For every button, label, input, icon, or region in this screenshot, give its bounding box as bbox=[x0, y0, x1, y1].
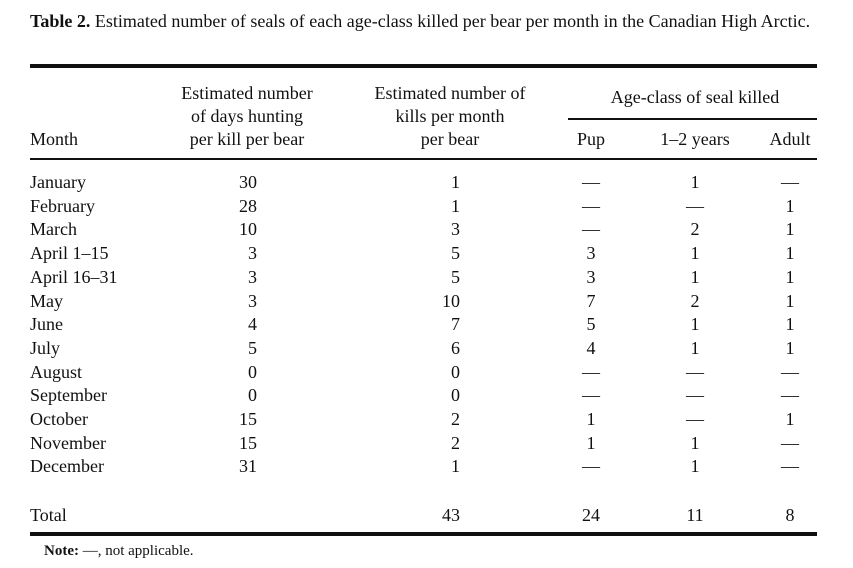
cell-days: 15 bbox=[239, 432, 257, 453]
header-kills-line-2: kills per month bbox=[395, 106, 505, 126]
cell-years: 1 bbox=[690, 172, 700, 192]
cell-years: 1 bbox=[690, 266, 700, 287]
header-days-line-2: of days hunting bbox=[191, 106, 303, 126]
cell-days: 4 bbox=[248, 314, 257, 335]
table-row bbox=[0, 361, 853, 384]
header-kills-line-1: Estimated number of bbox=[374, 83, 526, 103]
cell-kills: 5 bbox=[451, 266, 460, 287]
cell-pup: — bbox=[582, 385, 600, 406]
cell-kills: 7 bbox=[451, 314, 460, 335]
table-row bbox=[0, 266, 853, 289]
header-days-line-1: Estimated number bbox=[181, 83, 313, 103]
table-row bbox=[0, 337, 853, 360]
cell-pup: 3 bbox=[586, 266, 596, 287]
cell-month: April 16–31 bbox=[30, 266, 118, 287]
cell-adult: 1 bbox=[785, 314, 795, 335]
note-label: Note: bbox=[44, 543, 79, 559]
cell-pup: 7 bbox=[586, 290, 596, 311]
cell-years: — bbox=[686, 409, 704, 429]
table-row bbox=[0, 455, 853, 478]
cell-month: June bbox=[30, 314, 63, 335]
cell-years: 1 bbox=[690, 432, 700, 453]
cell-month: November bbox=[30, 432, 106, 453]
cell-days: 3 bbox=[248, 266, 257, 287]
total-adult: 8 bbox=[785, 505, 795, 525]
table-row bbox=[0, 290, 853, 313]
cell-kills: 3 bbox=[451, 219, 460, 240]
header-days-line-3: per kill per bear bbox=[189, 129, 305, 149]
cell-years: 1 bbox=[690, 337, 700, 358]
cell-pup: — bbox=[582, 361, 600, 382]
header-kills-line-3: per bear bbox=[420, 129, 480, 149]
cell-pup: 1 bbox=[586, 409, 596, 429]
cell-kills: 2 bbox=[451, 432, 460, 453]
cell-days: 0 bbox=[248, 385, 257, 406]
cell-pup: 4 bbox=[586, 337, 596, 358]
header-adult: Adult bbox=[769, 129, 811, 149]
total-pup: 24 bbox=[582, 505, 600, 525]
table-row bbox=[0, 171, 853, 194]
cell-month: April 1–15 bbox=[30, 243, 109, 264]
table-row bbox=[0, 432, 853, 455]
header-days bbox=[160, 82, 334, 151]
cell-adult: — bbox=[781, 432, 799, 453]
cell-years: — bbox=[686, 385, 704, 406]
cell-years: 1 bbox=[690, 456, 700, 477]
cell-kills: 6 bbox=[451, 337, 460, 358]
cell-days: 0 bbox=[248, 361, 257, 382]
cell-days: 3 bbox=[248, 243, 257, 264]
cell-kills: 2 bbox=[451, 409, 460, 429]
cell-pup: — bbox=[582, 172, 600, 192]
cell-kills: 1 bbox=[451, 195, 460, 216]
note-text: —, not applicable. bbox=[82, 543, 194, 559]
cell-days: 28 bbox=[239, 195, 257, 216]
cell-kills: 0 bbox=[451, 361, 460, 382]
bottom-rule bbox=[30, 532, 817, 536]
cell-pup: 3 bbox=[586, 243, 596, 264]
header-rule bbox=[30, 158, 817, 160]
header-pup: Pup bbox=[576, 129, 605, 149]
cell-kills: 1 bbox=[451, 172, 460, 192]
total-years: 11 bbox=[686, 505, 704, 525]
cell-adult: — bbox=[781, 172, 799, 192]
cell-pup: 5 bbox=[586, 314, 596, 335]
cell-years: 1 bbox=[690, 314, 700, 335]
cell-adult: 1 bbox=[785, 243, 795, 264]
cell-month: December bbox=[30, 456, 104, 477]
top-rule bbox=[30, 64, 817, 68]
table-row bbox=[0, 195, 853, 218]
cell-days: 31 bbox=[239, 456, 257, 477]
cell-pup: 1 bbox=[586, 432, 596, 453]
cell-years: 1 bbox=[690, 243, 700, 264]
header-month: Month bbox=[30, 129, 79, 149]
cell-days: 3 bbox=[248, 290, 257, 311]
cell-month: July bbox=[30, 337, 61, 358]
table-row bbox=[0, 242, 853, 265]
age-class-rule bbox=[568, 118, 817, 120]
cell-month: August bbox=[30, 361, 83, 382]
cell-years: 2 bbox=[690, 290, 700, 311]
total-kills: 43 bbox=[442, 505, 460, 525]
cell-years: — bbox=[686, 361, 704, 382]
cell-adult: 1 bbox=[785, 409, 795, 429]
cell-years: 2 bbox=[690, 219, 700, 240]
cell-days: 15 bbox=[239, 409, 257, 429]
cell-days: 10 bbox=[239, 219, 257, 240]
cell-month: September bbox=[30, 385, 107, 406]
header-kills bbox=[350, 82, 550, 151]
cell-adult: 1 bbox=[785, 266, 795, 287]
cell-days: 5 bbox=[248, 337, 257, 358]
cell-month: March bbox=[30, 219, 77, 240]
cell-month: October bbox=[30, 409, 88, 429]
cell-adult: — bbox=[781, 456, 799, 477]
header-years: 1–2 years bbox=[660, 129, 730, 149]
cell-years: — bbox=[686, 195, 704, 216]
cell-adult: 1 bbox=[785, 219, 795, 240]
cell-kills: 1 bbox=[451, 456, 460, 477]
cell-month: February bbox=[30, 195, 95, 216]
cell-pup: — bbox=[582, 195, 600, 216]
total-label: Total bbox=[30, 505, 67, 525]
cell-adult: 1 bbox=[785, 337, 795, 358]
header-age-class: Age-class of seal killed bbox=[610, 87, 780, 107]
cell-kills: 10 bbox=[442, 290, 460, 311]
cell-month: January bbox=[30, 172, 86, 192]
cell-adult: — bbox=[781, 361, 799, 382]
table-row bbox=[0, 408, 853, 431]
cell-kills: 5 bbox=[451, 243, 460, 264]
cell-adult: 1 bbox=[785, 290, 795, 311]
table-caption-text: Estimated number of seals of each age-class killed per bear per month in the Canadian High Arctic. bbox=[94, 11, 811, 31]
table-row bbox=[0, 384, 853, 407]
table-row bbox=[0, 218, 853, 241]
cell-month: May bbox=[30, 290, 63, 311]
cell-kills: 0 bbox=[451, 385, 460, 406]
table-label: Table 2. bbox=[30, 11, 91, 31]
table-note bbox=[44, 541, 194, 561]
cell-pup: — bbox=[582, 456, 600, 477]
table-caption bbox=[30, 10, 830, 32]
cell-adult: — bbox=[781, 385, 799, 406]
cell-days: 30 bbox=[239, 172, 257, 192]
table-row bbox=[0, 313, 853, 336]
cell-pup: — bbox=[582, 219, 600, 240]
total-row bbox=[0, 504, 853, 527]
cell-adult: 1 bbox=[785, 195, 795, 216]
